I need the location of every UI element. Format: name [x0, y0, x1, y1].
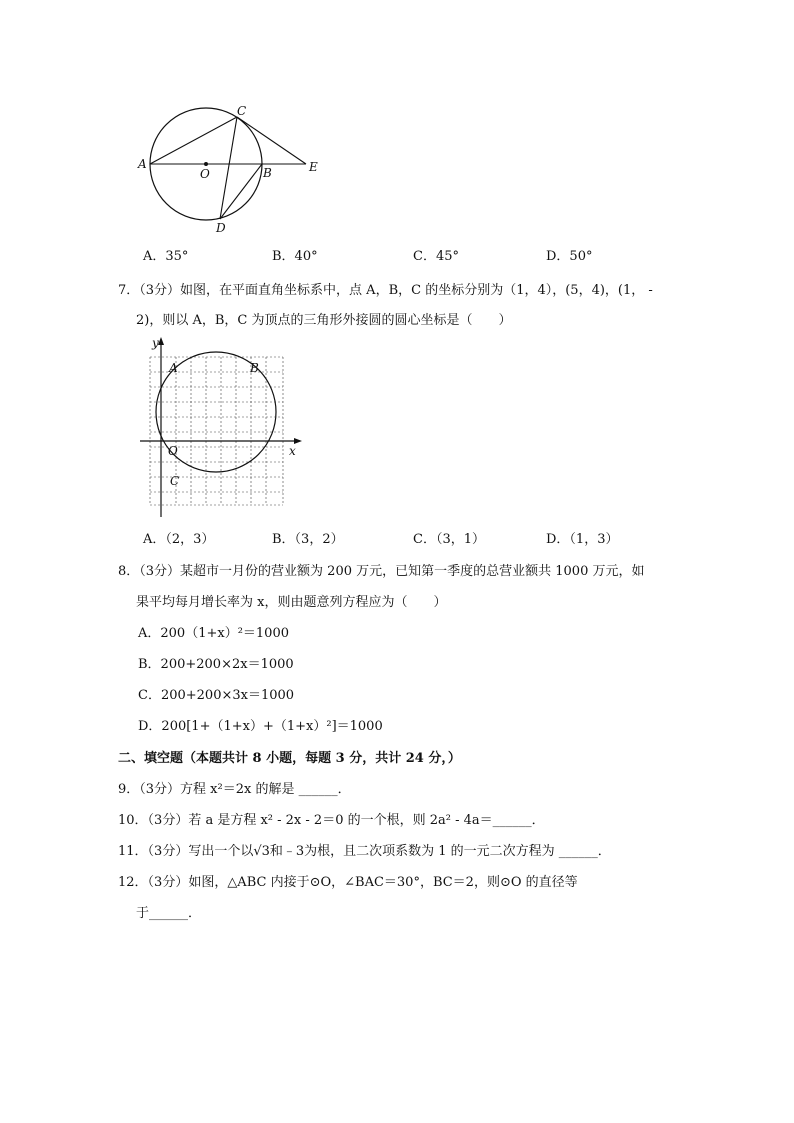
q7-option-d: D．（1，3）: [546, 532, 619, 547]
q8-option-b: B．200+200×2x＝1000: [138, 657, 294, 672]
q7-option-c: C．（3，1）: [413, 532, 485, 547]
q7-stem-line1: 7．（3分）如图，在平面直角坐标系中，点 A，B，C 的坐标分别为（1，4），(5，4)，(1， -: [118, 283, 653, 298]
label-x: x: [289, 444, 296, 458]
q8-stem-line1: 8．（3分）某超市一月份的营业额为 200 万元，已知第一季度的总营业额共 1000 万元，如: [118, 564, 645, 579]
label-point-a: A: [169, 361, 178, 375]
label-origin: O: [168, 444, 178, 458]
label-o: O: [200, 167, 210, 181]
coordinate-grid-figure: [140, 335, 308, 521]
q8-option-a: A．200（1+x）²＝1000: [138, 626, 289, 641]
q6-option-c: C．45°: [413, 249, 459, 264]
section-2-heading: 二、填空题（本题共计 8 小题，每题 3 分，共计 24 分，）: [118, 751, 461, 766]
q7-option-b: B．（3，2）: [272, 532, 344, 547]
q9-text: 9．（3分）方程 x²＝2x 的解是 ______．: [118, 782, 351, 797]
q8-option-c: C．200+200×3x＝1000: [138, 688, 295, 703]
q7-stem-line2: 2)，则以 A，B，C 为顶点的三角形外接圆的圆心坐标是（ ）: [136, 313, 512, 328]
label-y: y: [152, 336, 159, 350]
q12-stem-line1: 12．（3分）如图，△ABC 内接于⊙O，∠BAC＝30°，BC＝2，则⊙O 的直径等: [118, 875, 578, 890]
segment-cd: [220, 117, 237, 219]
y-axis-arrow: [158, 337, 164, 345]
q8-stem-line2: 果平均每月增长率为 x，则由题意列方程应为（ ）: [136, 595, 447, 610]
label-point-b: B: [250, 361, 259, 375]
label-b: B: [263, 166, 272, 180]
label-c: C: [237, 104, 247, 118]
q11-text: 11．（3分）写出一个以√3和﹣3为根，且二次项系数为 1 的一元二次方程为 ______．: [118, 844, 611, 859]
label-d: D: [216, 221, 226, 235]
q12-stem-line2: 于______．: [136, 906, 202, 921]
q6-option-a: A．35°: [143, 249, 189, 264]
q6-option-b: B．40°: [272, 249, 318, 264]
q10-text: 10．（3分）若 a 是方程 x² - 2x - 2＝0 的一个根，则 2a² - 4a＝______．: [118, 813, 545, 828]
q6-option-d: D．50°: [546, 249, 593, 264]
label-a: A: [138, 157, 147, 171]
segment-bd: [220, 164, 262, 219]
label-e: E: [309, 160, 318, 174]
center-dot: [204, 162, 208, 166]
label-point-c: C: [170, 474, 180, 488]
segment-ce: [237, 117, 306, 164]
circle-tangent-figure: [130, 98, 330, 238]
q7-option-a: A．（2，3）: [143, 532, 215, 547]
segment-ac: [150, 117, 237, 164]
q8-option-d: D．200[1+（1+x）+（1+x）²]＝1000: [138, 719, 383, 734]
